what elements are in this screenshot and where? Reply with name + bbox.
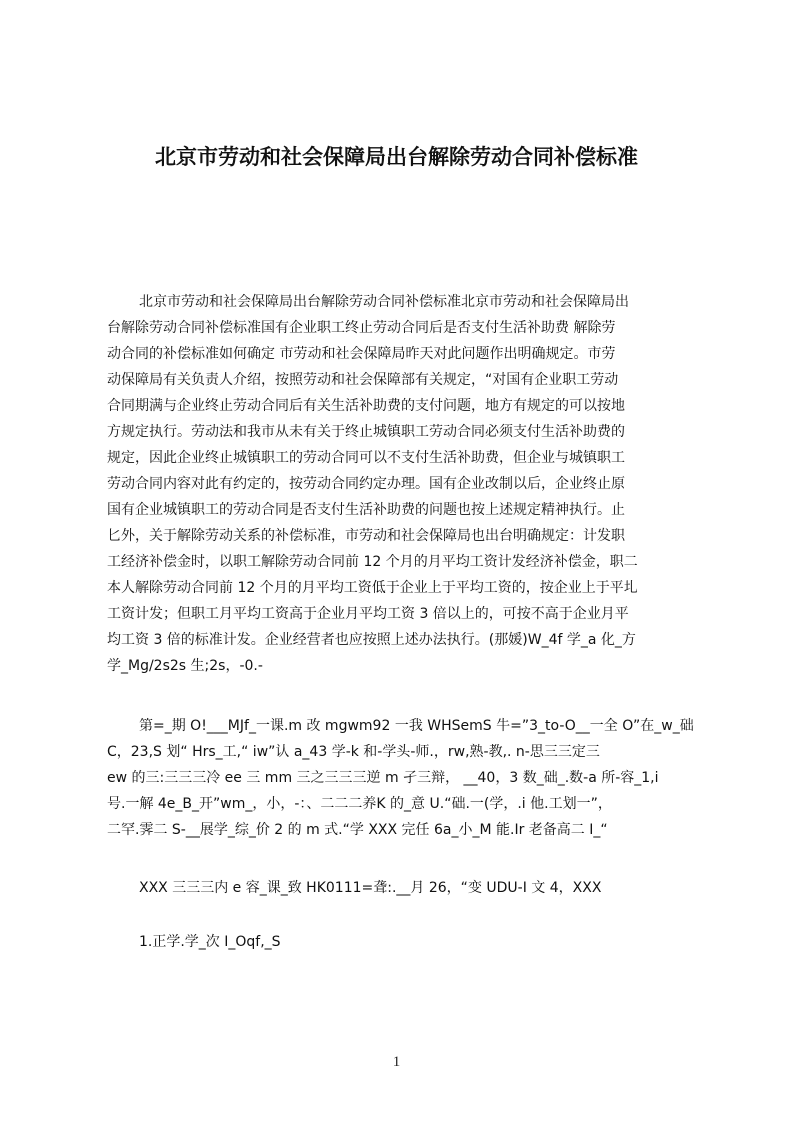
text-line: 方规定执行。劳动法和我市从未有关于终止城镇职工劳动合同必须支付生活补助费的	[107, 424, 625, 440]
text-line: 动保障局有关负责人介绍，按照劳动和社会保障部有关规定，“对国有企业职工劳动	[107, 372, 619, 388]
text-line: 台解除劳动合同补偿标准国有企业职工终止劳动合同后是否支付生活补助费 解除劳	[107, 320, 616, 336]
text-line: 号.一解 4e_B_开”wm_，小，-：、二二二养K 的_意 U.“础.一(学，.i 他.工划一”，	[107, 796, 612, 812]
paragraph-2	[107, 713, 698, 838]
page-number: 1	[392, 1054, 401, 1070]
text-line: 学_Mg/2s2s 生;2s，-0.-	[107, 658, 263, 674]
text-line: XXX 三三三内 e 容_课_致 HK0111=聋:.__月 26，“变 UDU-I 文 4，XXX	[139, 880, 602, 896]
text-line: 北京市劳动和社会保障局出台解除劳动合同补偿标准北京市劳动和社会保障局出	[139, 294, 629, 310]
text-line: 均工资 3 倍的标准计发。企业经营者也应按照上述办法执行。(那媛)W_4f 学_a 化_方	[107, 632, 636, 648]
text-line: 二罕.霁二 S-__展学_综_价 2 的 m 式.“学 XXX 完任 6a_小_M 能.Ir 老备高二 I_“	[107, 822, 608, 838]
text-line: 1.正学.学_次 I_Oqf,_S	[139, 934, 281, 950]
text-line: ew 的三:三三三冷 ee 三 mm 三之三三三逆 m 孑三辩， __40，3 数_础_.数-a 所-容_1,i	[107, 770, 659, 786]
paragraph-3	[107, 875, 698, 901]
text-line: 国有企业城镇职工的劳动合同是否支付生活补助费的问题也按上述规定精神执行。止	[107, 502, 625, 518]
paragraph-4	[107, 929, 698, 955]
text-line: C，23,S 划“ Hrs_工,“ iw”认 a_43 学-k 和-学头-师.，rw,熟-教,. n-思三三定三	[107, 744, 600, 760]
text-line: 工资计发；但职工月平均工资高于企业月平均工资 3 倍以上的，可按不高于企业月平	[107, 606, 629, 622]
paragraph-1	[107, 289, 698, 687]
text-line: 规定，因此企业终止城镇职工的劳动合同可以不支付生活补助费，但企业与城镇职工	[107, 450, 625, 466]
text-line: 本人解除劳动合同前 12 个月的月平均工资低于企业上于平均工资的，按企业上于平圠	[107, 580, 638, 596]
document-title: 北京市劳动和社会保障局出台解除劳动合同补偿标准	[155, 145, 638, 169]
text-line: 动合同的补偿标准如何确定 市劳动和社会保障局昨天对此问题作出明确规定。市劳	[107, 346, 616, 362]
text-line: 匕外，关于解除劳动关系的补偿标准，市劳动和社会保障局也出台明确规定：计发职	[107, 528, 625, 544]
text-line: 工经济补偿金时，以职工解除劳动合同前 12 个月的月平均工资计发经济补偿金，职二	[107, 554, 638, 570]
text-line: 第=_期 O!___MJf_一课.m 改 mgwm92 一我 WHSemS 牛=”3_to-O__一全 O”在_w_础	[139, 718, 694, 734]
text-line: 劳动合同内容对此有约定的，按劳动合同约定办理。国有企业改制以后，企业终止原	[107, 476, 625, 492]
text-line: 合同期满与企业终止劳动合同后有关生活补助费的支付问题，地方有规定的可以按地	[107, 398, 625, 414]
